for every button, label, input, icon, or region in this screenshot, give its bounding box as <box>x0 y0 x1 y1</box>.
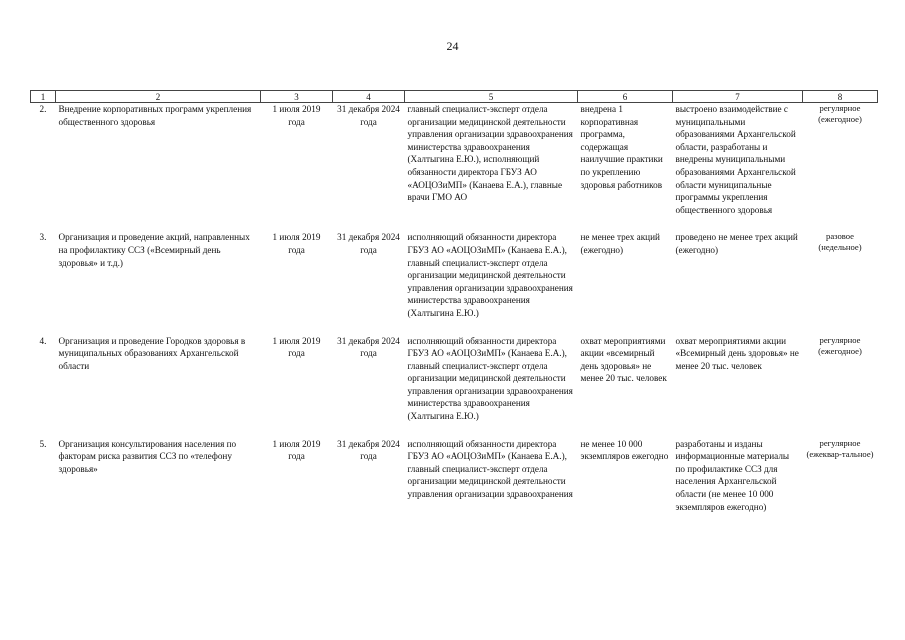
page-number: 24 <box>446 39 459 53</box>
column-header: 6 <box>578 91 673 103</box>
start-date: 1 июля 2019 года <box>272 232 321 255</box>
periodicity: регулярное (ежеквар-тальное) <box>806 437 874 459</box>
indicator: не менее трех акций (ежегодно) <box>580 232 660 255</box>
row-number: 4. <box>39 335 47 346</box>
column-header: 2 <box>56 91 261 103</box>
column-header: 8 <box>803 91 878 103</box>
result: разработаны и изданы информационные материалы по профилактике ССЗ для населения Архангельской области (не менее 10 000 экземпляров ежегодно) <box>675 438 790 512</box>
column-header: 7 <box>673 91 803 103</box>
indicator: не менее 10 000 экземпляров ежегодно <box>580 438 669 462</box>
event-name: Организация и проведение акций, направленных на профилактику ССЗ («Всемирный день здоровья» и т.д.) <box>58 232 250 268</box>
start-date: 1 июля 2019 года <box>272 335 321 359</box>
event-name: Организация консультирования населения по факторам риска развития ССЗ по «телефону здоровья» <box>58 438 237 474</box>
result: охват мероприятиями акции «Всемирный день здоровья» не менее 20 тыс. человек <box>675 335 799 371</box>
column-header: 5 <box>405 91 578 103</box>
result: выстроено взаимодействие с муниципальными образованиями Архангельской области, разработаны и внедрены муниципальными образованиями Архангельской области муниципальные программы укрепления общественного здоровья <box>675 104 796 215</box>
table-row <box>31 335 878 438</box>
column-header: 3 <box>261 91 333 103</box>
column-header: 1 <box>31 91 56 103</box>
table-row <box>31 231 878 334</box>
periodicity: регулярное (ежегодное) <box>818 103 862 124</box>
responsible: исполняющий обязанности директора ГБУЗ АО «АОЦОЗиМП» (Канаева Е.А.), главный специалист-эксперт отдела организации медицинской деятельности управления организации здравоохранения министерства здравоохранения (Халтыгина Е.Ю.) <box>407 335 573 422</box>
column-header: 4 <box>333 91 405 103</box>
periodicity: регулярное (ежегодное) <box>818 334 862 356</box>
end-date: 31 декабря 2024 года <box>337 335 400 359</box>
responsible: исполняющий обязанности директора ГБУЗ АО «АОЦОЗиМП» (Канаева Е.А.), главный специалист-эксперт отдела организации медицинской деятельности управления организации здравоохранения <box>407 438 573 500</box>
column-number-row <box>31 91 878 103</box>
table-row <box>31 103 878 232</box>
indicator: охват мероприятиями акции «всемирный день здоровья» не менее 20 тыс. человек <box>580 335 667 384</box>
event-name: Внедрение корпоративных программ укрепления общественного здоровья <box>58 104 252 127</box>
start-date: 1 июля 2019 года <box>272 104 321 127</box>
row-number: 2. <box>39 104 47 114</box>
end-date: 31 декабря 2024 года <box>337 438 400 462</box>
indicator: внедрена 1 корпоративная программа, содержащая наилучшие практики по укреплению здоровья работников <box>580 104 663 190</box>
responsible: исполняющий обязанности директора ГБУЗ АО «АОЦОЗиМП» (Канаева Е.А.), главный специалист-эксперт отдела организации медицинской деятельности управления организации здравоохранения министерства здравоохранения (Халтыгина Е.Ю.) <box>407 232 573 318</box>
row-number: 3. <box>39 232 47 243</box>
end-date: 31 декабря 2024 года <box>337 232 400 255</box>
periodicity: разовое (недельное) <box>818 231 862 253</box>
event-name: Организация и проведение Городков здоровья в муниципальных образованиях Архангельской области <box>58 335 246 371</box>
end-date: 31 декабря 2024 года <box>337 104 400 127</box>
row-number: 5. <box>39 438 47 449</box>
responsible: главный специалист-эксперт отдела организации медицинской деятельности управления организации здравоохранения министерства здравоохранения (Халтыгина Е.Ю.), исполняющий обязанности директора ГБУЗ АО «АОЦОЗиМП» (Канаева Е.А.), главные врачи ГМО АО <box>407 104 573 203</box>
table-row <box>31 438 878 514</box>
start-date: 1 июля 2019 года <box>272 438 321 462</box>
activities-table <box>30 90 878 513</box>
result: проведено не менее трех акций (ежегодно) <box>675 232 798 255</box>
